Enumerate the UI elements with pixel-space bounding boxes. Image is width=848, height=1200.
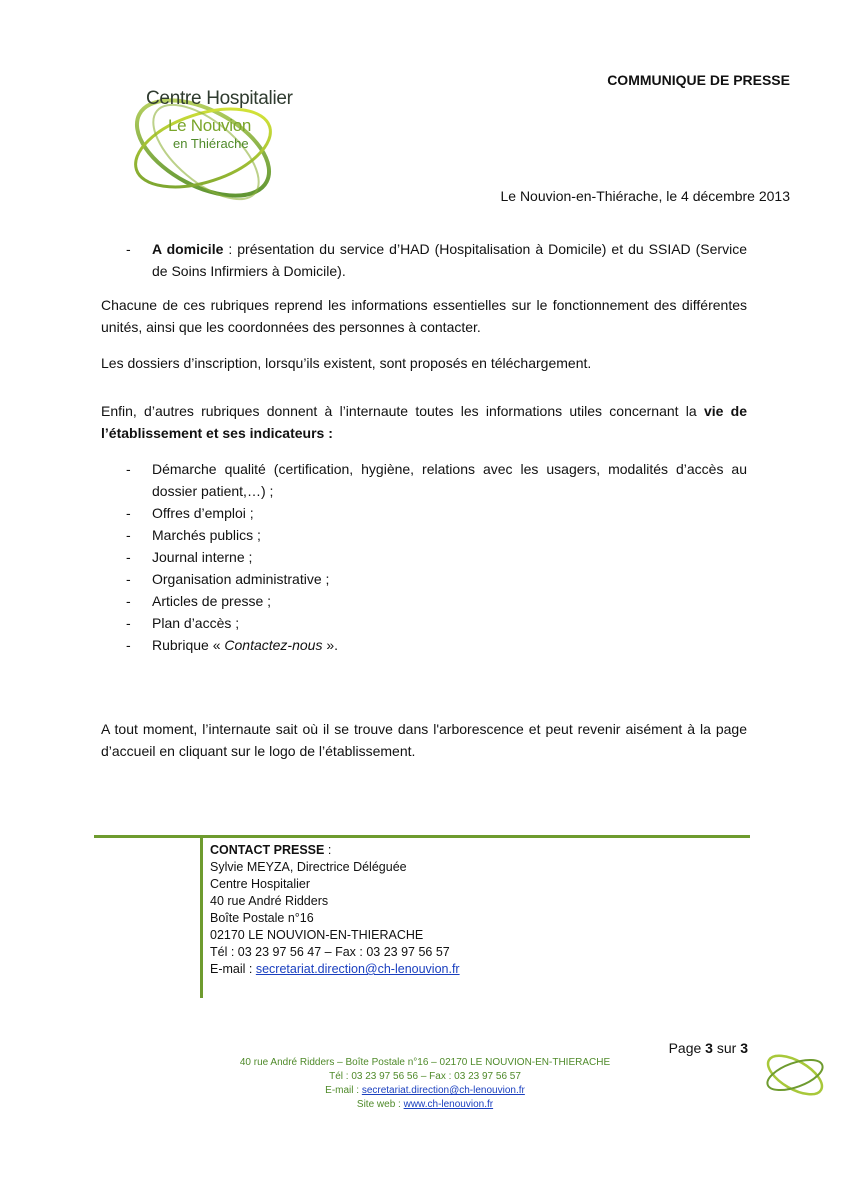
footer-address: 40 rue André Ridders – Boîte Postale n°16 – 02170 LE NOUVION-EN-THIERACHE <box>239 1057 611 1068</box>
footer-web-label: Site web : <box>356 1099 404 1110</box>
list-item <box>126 568 747 590</box>
page-footer <box>200 1056 650 1112</box>
paragraph-enfin-text: Enfin, d’autres rubriques donnent à l’internaute toutes les informations utiles concernant la <box>101 403 704 419</box>
list-dash: - <box>126 637 131 653</box>
list-item-text: Organisation administrative ; <box>152 571 330 587</box>
contact-divider-horizontal <box>94 835 750 838</box>
contact-email-line <box>210 961 460 978</box>
list-item <box>126 612 747 634</box>
contact-title: CONTACT PRESSE <box>210 843 325 857</box>
page-middle: sur <box>712 1040 741 1056</box>
footer-phone: Tél : 03 23 97 56 56 – Fax : 03 23 97 56 57 <box>329 1071 521 1082</box>
list-dash: - <box>126 461 131 477</box>
contact-name: Sylvie MEYZA, Directrice Déléguée <box>210 860 407 874</box>
list-item <box>126 524 747 546</box>
logo-text-centre-hospitalier: Centre Hospitalier <box>146 88 293 109</box>
list-item-domicile <box>126 238 747 282</box>
footer-logo-swoosh-icon <box>760 1040 830 1110</box>
list-item-text: Plan d’accès ; <box>152 615 240 631</box>
paragraph-navigation: A tout moment, l’internaute sait où il se trouve dans l'arborescence et peut revenir aisément à la page d’accueil en cliquant sur le logo de l’établissement. <box>101 721 747 759</box>
list-item-domicile-text: : présentation du service d’HAD (Hospitalisation à Domicile) et du SSIAD (Service de Soins Infirmiers à Domicile). <box>152 241 747 279</box>
list-item <box>126 502 747 524</box>
paragraph-enfin <box>101 400 747 444</box>
list-item-text-end: ». <box>322 637 339 653</box>
contact-email-link[interactable]: secretariat.direction@ch-lenouvion.fr <box>255 962 460 976</box>
logo-text-en-thierache: en Thiérache <box>173 136 249 151</box>
list-item <box>126 458 747 502</box>
list-item-text: Rubrique « <box>152 637 225 653</box>
list-item-text: Offres d’emploi ; <box>152 505 254 521</box>
footer-email-line <box>200 1084 650 1098</box>
footer-email-link[interactable]: secretariat.direction@ch-lenouvion.fr <box>361 1085 525 1096</box>
contact-email-label: E-mail : <box>210 962 256 976</box>
list-dash: - <box>126 593 131 609</box>
list-dash: - <box>126 527 131 543</box>
list-item-text: Journal interne ; <box>152 549 253 565</box>
contact-org: Centre Hospitalier <box>210 877 311 891</box>
contact-city: 02170 LE NOUVION-EN-THIERACHE <box>210 928 424 942</box>
list-dash: - <box>126 615 131 631</box>
list-dash: - <box>126 505 131 521</box>
list-item <box>126 546 747 568</box>
paragraph-dossiers: Les dossiers d’inscription, lorsqu’ils existent, sont proposés en téléchargement. <box>101 355 592 371</box>
press-release-title: COMMUNIQUE DE PRESSE <box>607 72 790 88</box>
press-contact-block <box>210 842 460 978</box>
list-item <box>126 590 747 612</box>
hospital-logo <box>118 70 293 220</box>
contact-heading <box>210 842 460 859</box>
paragraph-rubriques: Chacune de ces rubriques reprend les informations essentielles sur le fonctionnement des différentes unités, ainsi que les coordonnées des personnes à contacter. <box>101 297 747 335</box>
list-item-domicile-label: A domicile <box>152 241 224 257</box>
rubriques-list <box>101 458 747 668</box>
contact-po-box: Boîte Postale n°16 <box>210 911 314 925</box>
list-item-text: Démarche qualité (certification, hygiène, relations avec les usagers, modalités d’accès au dossier patient,…) ; <box>152 461 747 499</box>
list-dash: - <box>126 571 131 587</box>
contact-phone: Tél : 03 23 97 56 47 – Fax : 03 23 97 56 57 <box>210 945 450 959</box>
list-item-italic: Contactez-nous <box>224 637 323 653</box>
contact-street: 40 rue André Ridders <box>210 894 329 908</box>
page-total: 3 <box>740 1040 748 1056</box>
dateline: Le Nouvion-en-Thiérache, le 4 décembre 2013 <box>500 188 790 204</box>
footer-email-label: E-mail : <box>325 1085 362 1096</box>
logo-text-le-nouvion: Le Nouvion <box>168 116 252 135</box>
list-dash: - <box>126 241 131 257</box>
page-prefix: Page <box>668 1040 706 1056</box>
list-item <box>126 634 747 656</box>
list-item-text: Articles de presse ; <box>152 593 272 609</box>
paragraph-enfin-bold: vie de l’établissement et ses indicateurs : <box>101 403 747 441</box>
footer-web-line <box>200 1098 650 1112</box>
page-number <box>640 1040 748 1056</box>
contact-divider-vertical <box>200 838 203 998</box>
list-dash: - <box>126 549 131 565</box>
footer-web-link[interactable]: www.ch-lenouvion.fr <box>403 1099 494 1110</box>
list-item-text: Marchés publics ; <box>152 527 261 543</box>
page-current: 3 <box>705 1040 713 1056</box>
contact-title-suffix: : <box>324 843 332 857</box>
